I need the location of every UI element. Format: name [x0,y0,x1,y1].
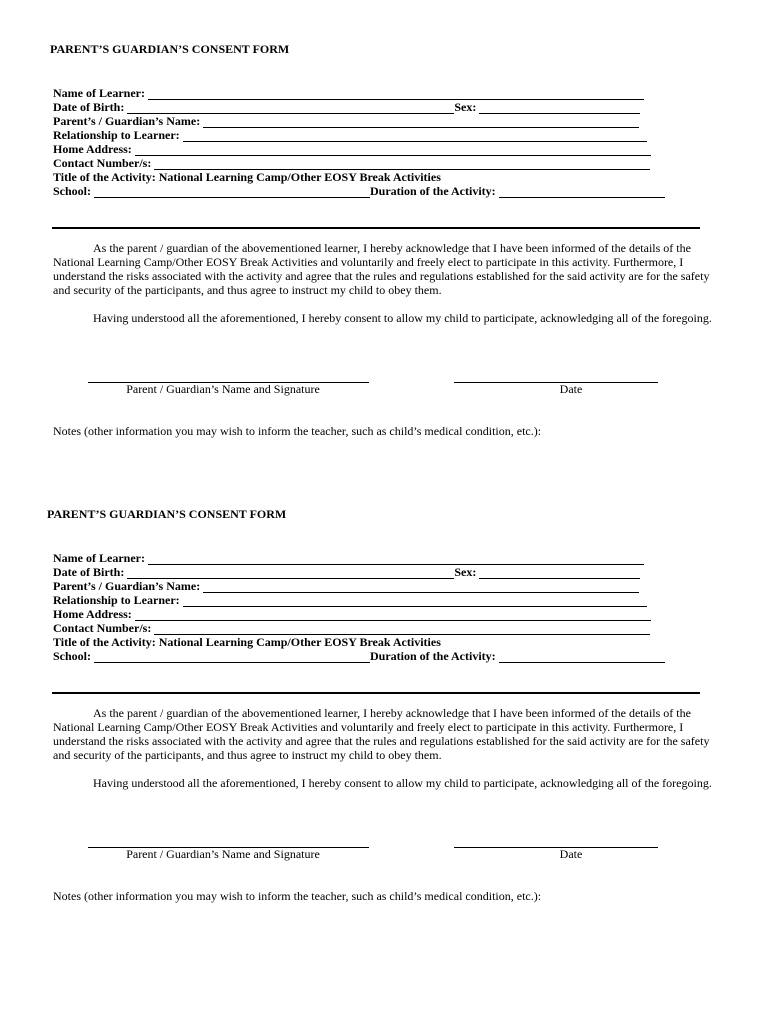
guardian-name-label: Parent’s / Guardian’s Name: [53,114,201,128]
contact-number-row [53,156,650,170]
form-title: PARENT’S GUARDIAN’S CONSENT FORM [50,42,290,56]
acknowledgement-text: As the parent / guardian of the abovementioned learner, I hereby acknowledge that I have been informed of the details of the National Learning Camp/Other EOSY Break Activities and voluntarily and freely elect to participate in this activity. Furthermore, I understand the risks associated with the activity and agree that the rules and regulations established for the said activity are for the safety and security of the participants, and thus agree to instruct my child to obey them. [53,706,710,762]
consent-form-2 [0,465,768,905]
learner-name-field[interactable] [148,88,644,100]
dob-field[interactable] [127,102,454,114]
relationship-label: Relationship to Learner: [53,593,180,607]
consent-form-1 [0,0,768,440]
school-label: School: [53,184,92,198]
home-address-label: Home Address: [53,607,132,621]
dob-field[interactable] [127,567,454,579]
home-address-row [53,607,651,621]
form-title: PARENT’S GUARDIAN’S CONSENT FORM [47,507,287,521]
guardian-name-row [53,579,639,593]
relationship-field[interactable] [183,130,647,142]
learner-name-row [53,86,644,100]
section-divider [52,227,700,229]
home-address-field[interactable] [135,609,651,621]
relationship-field[interactable] [183,595,647,607]
school-field[interactable] [94,186,370,198]
contact-number-label: Contact Number/s: [53,156,152,170]
guardian-name-label: Parent’s / Guardian’s Name: [53,579,201,593]
learner-name-row [53,551,644,565]
duration-field[interactable] [499,186,665,198]
sex-field[interactable] [479,102,640,114]
consent-paragraph [53,776,723,790]
relationship-row [53,593,647,607]
guardian-name-field[interactable] [203,116,639,128]
notes-label: Notes (other information you may wish to inform the teacher, such as child’s medical condition, etc.): [53,889,542,903]
acknowledgement-text: As the parent / guardian of the abovementioned learner, I hereby acknowledge that I have been informed of the details of the National Learning Camp/Other EOSY Break Activities and voluntarily and freely elect to participate in this activity. Furthermore, I understand the risks associated with the activity and agree that the rules and regulations established for the said activity are for the safety and security of the participants, and thus agree to instruct my child to obey them. [53,241,710,297]
sex-label: Sex: [454,100,477,114]
school-row [53,184,665,198]
home-address-label: Home Address: [53,142,132,156]
acknowledgement-paragraph [53,241,723,297]
dob-label: Date of Birth: [53,565,125,579]
activity-title-row [53,170,441,184]
relationship-row [53,128,647,142]
date-label: Date [559,382,583,396]
sex-label: Sex: [454,565,477,579]
sex-field[interactable] [479,567,640,579]
contact-number-field[interactable] [154,158,650,170]
school-row [53,649,665,663]
learner-name-label: Name of Learner: [53,551,145,565]
guardian-name-row [53,114,639,128]
notes-label: Notes (other information you may wish to inform the teacher, such as child’s medical condition, etc.): [53,424,542,438]
duration-label: Duration of the Activity: [370,649,496,663]
learner-name-field[interactable] [148,553,644,565]
duration-field[interactable] [499,651,665,663]
signature-label: Parent / Guardian’s Name and Signature [126,847,320,861]
relationship-label: Relationship to Learner: [53,128,180,142]
school-field[interactable] [94,651,370,663]
contact-number-row [53,621,650,635]
date-label: Date [559,847,583,861]
consent-text: Having understood all the aforementioned, I hereby consent to allow my child to participate, acknowledging all of the foregoing. [93,311,712,325]
guardian-name-field[interactable] [203,581,639,593]
contact-number-field[interactable] [154,623,650,635]
activity-title-label: Title of the Activity: National Learning Camp/Other EOSY Break Activities [53,635,441,649]
activity-title-row [53,635,441,649]
school-label: School: [53,649,92,663]
contact-number-label: Contact Number/s: [53,621,152,635]
dob-row [53,100,640,114]
acknowledgement-paragraph [53,706,723,762]
activity-title-label: Title of the Activity: National Learning Camp/Other EOSY Break Activities [53,170,441,184]
dob-label: Date of Birth: [53,100,125,114]
dob-row [53,565,640,579]
learner-name-label: Name of Learner: [53,86,145,100]
signature-label: Parent / Guardian’s Name and Signature [126,382,320,396]
consent-paragraph [53,311,723,325]
section-divider [52,692,700,694]
consent-text: Having understood all the aforementioned, I hereby consent to allow my child to participate, acknowledging all of the foregoing. [93,776,712,790]
duration-label: Duration of the Activity: [370,184,496,198]
home-address-field[interactable] [135,144,651,156]
home-address-row [53,142,651,156]
